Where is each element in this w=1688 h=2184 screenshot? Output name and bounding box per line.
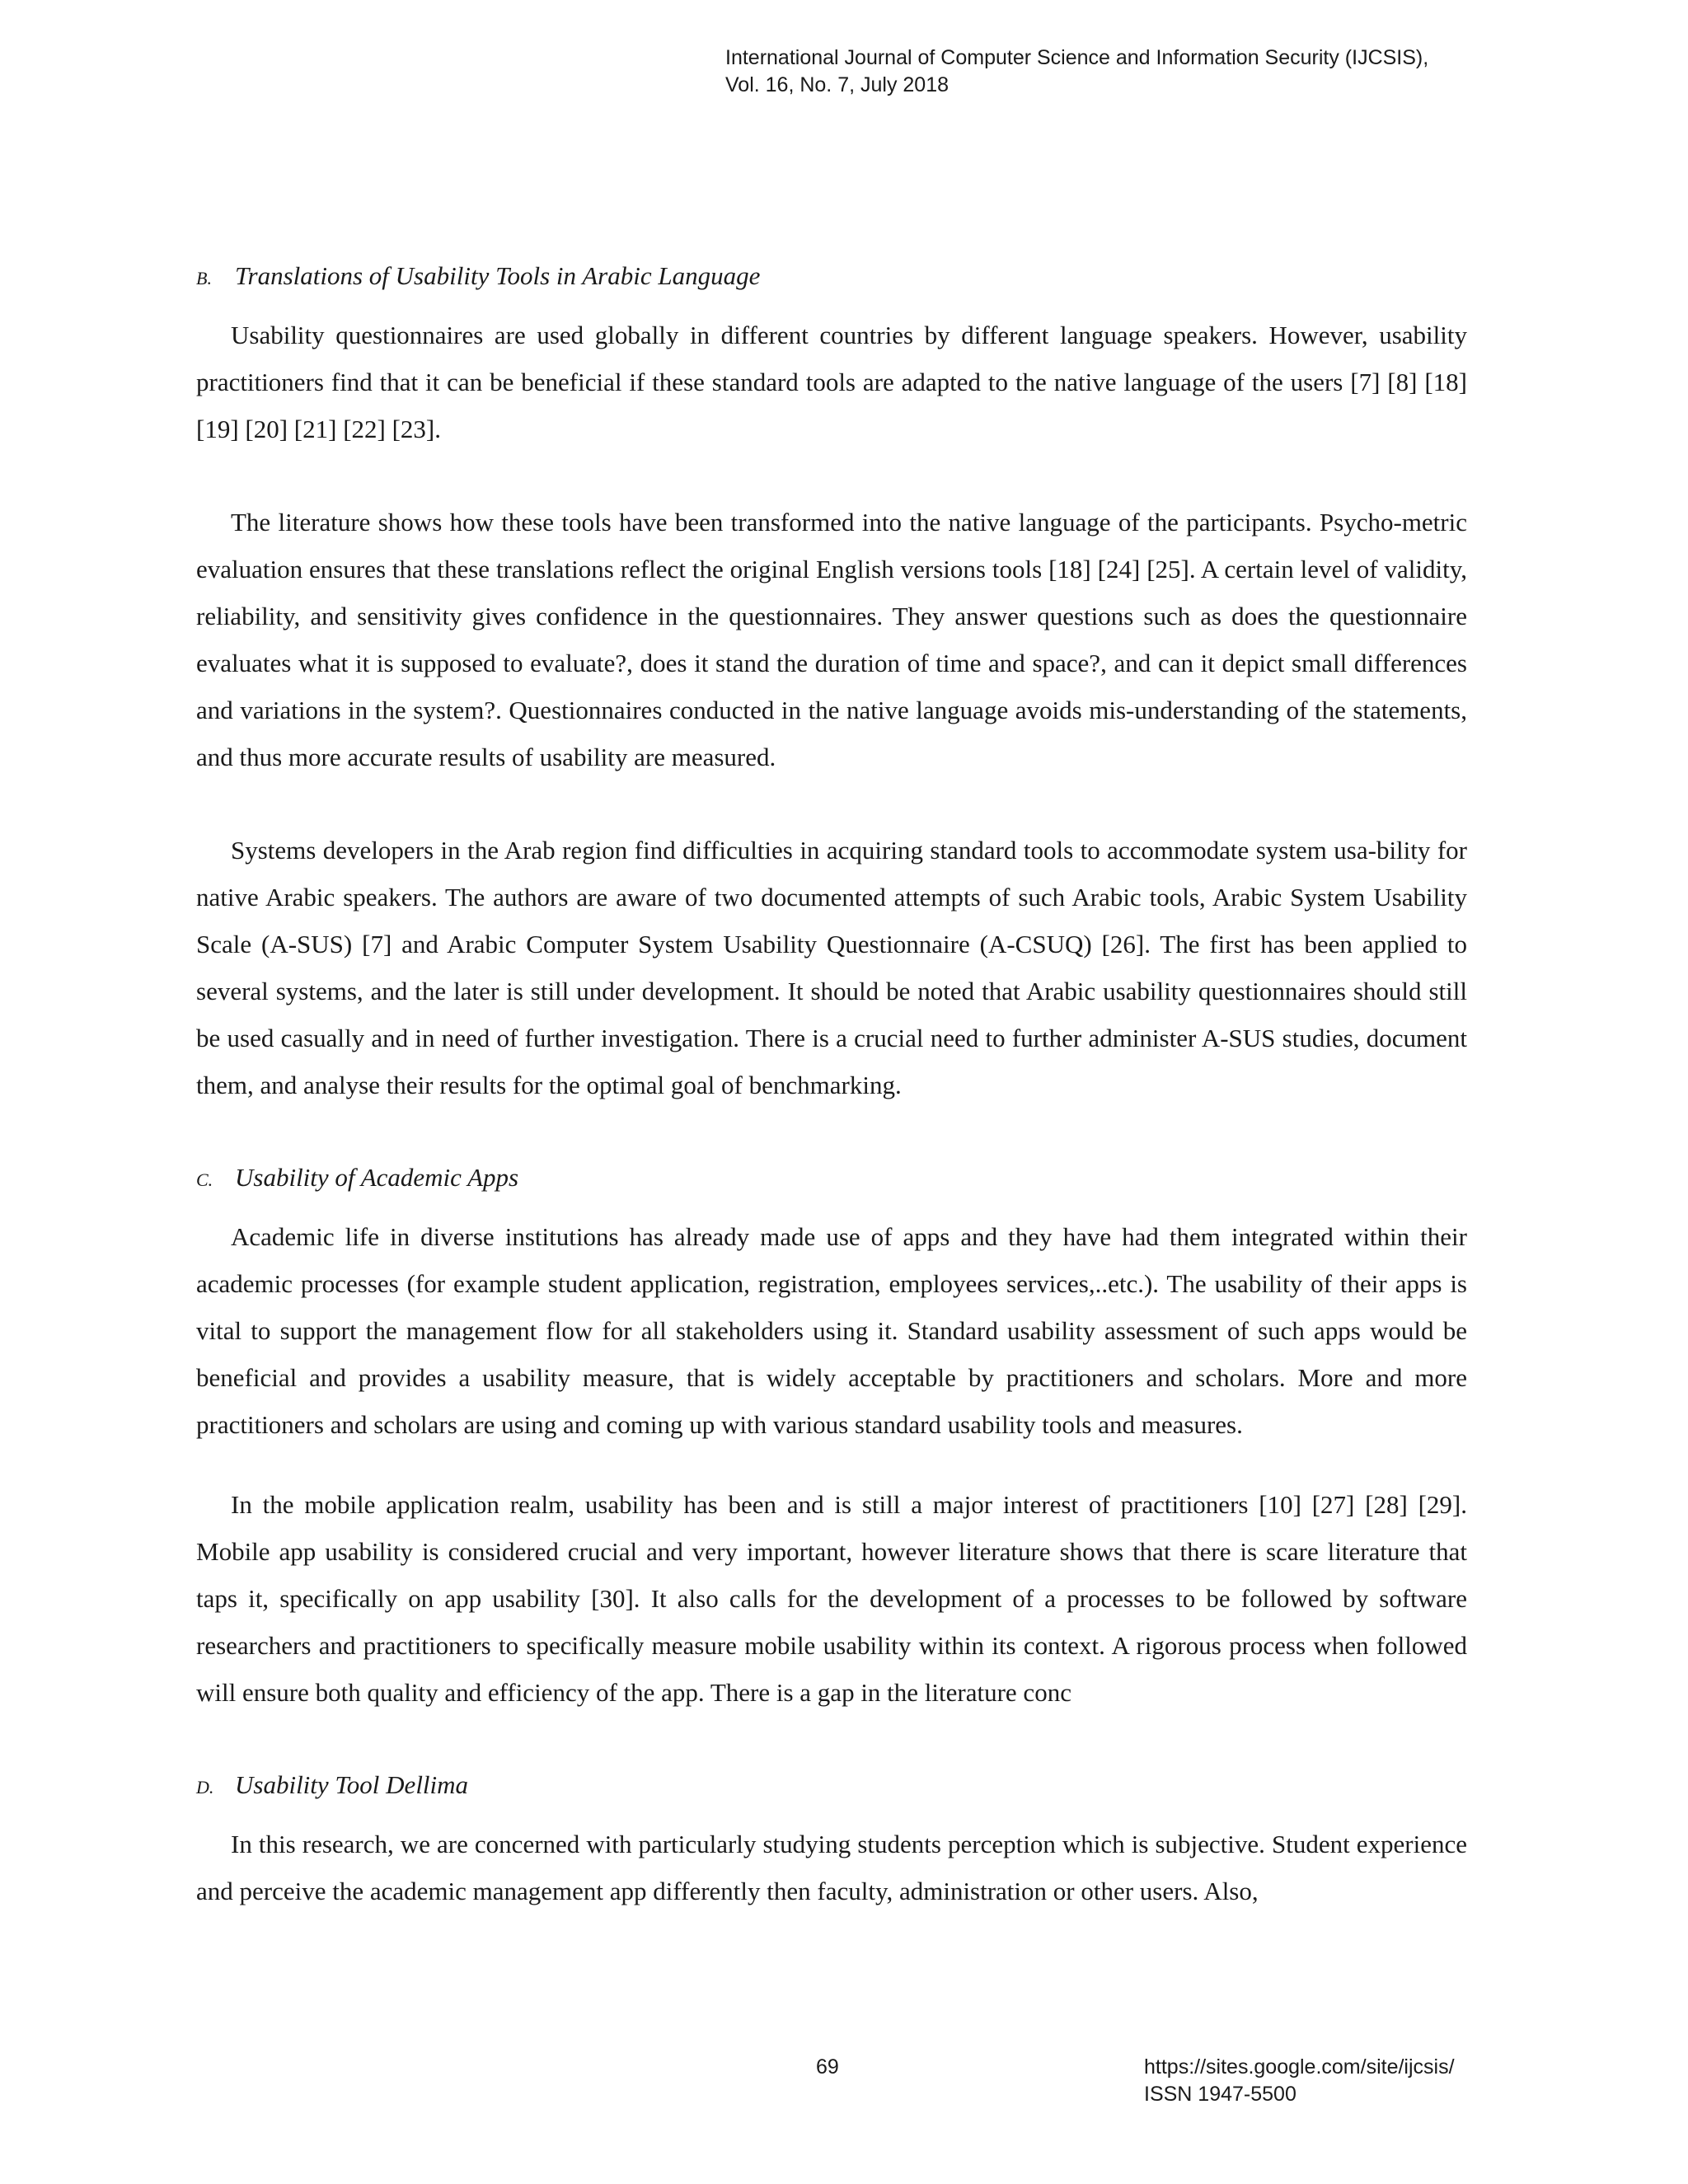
section-title: Usability Tool Dellima [235, 1770, 469, 1799]
journal-footer [1144, 2054, 1540, 2108]
paragraph: In this research, we are concerned with particularly studying students perception which is subjective. Student experience and perceive the academic management app differently then faculty, administration or other users. Also, [196, 1830, 1467, 1905]
body-content [196, 253, 1467, 1915]
journal-title: International Journal of Computer Science and Information Security (IJCSIS), [725, 46, 1429, 69]
journal-url: https://sites.google.com/site/ijcsis/ [1144, 2055, 1455, 2079]
section-title: Translations of Usability Tools in Arabic Language [235, 261, 761, 290]
section-letter: B. [196, 268, 212, 288]
section-letter: D. [196, 1777, 214, 1797]
journal-header [725, 45, 1550, 99]
section-title: Usability of Academic Apps [235, 1163, 519, 1192]
page-number: 69 [816, 2055, 839, 2079]
paragraph: The literature shows how these tools have been transformed into the native language of the participants. Psycho-metric evaluation ensures that these translations reflect the original English versions tools [18] [24] [25]. A certain level of validity, reliability, and sensitivity gives confidence in the questionnaires. They answer questions such as does the questionnaire evaluates what it is supposed to evaluate?, does it stand the duration of time and space?, and can it depict small differences and variations in the system?. Questionnaires conducted in the native language avoids mis-understanding of the statements, and thus more accurate results of usability are measured. [196, 508, 1467, 771]
section-heading-c [196, 1155, 1467, 1203]
paragraph: Academic life in diverse institutions has already made use of apps and they have had them integrated within their academic processes (for example student application, registration, employees services,..etc.). The usability of their apps is vital to support the management flow for all stakeholders using it. Standard usability assessment of such apps would be beneficial and provides a usability measure, that is widely acceptable by practitioners and scholars. More and more practitioners and scholars are using and coming up with various standard usability tools and measures. [196, 1222, 1467, 1439]
section-letter: C. [196, 1169, 213, 1190]
paragraph: Systems developers in the Arab region find difficulties in acquiring standard tools to accommodate system usa-bility for native Arabic speakers. The authors are aware of two documented attempts of such Arabic tools, Arabic System Usability Scale (A-SUS) [7] and Arabic Computer System Usability Questionnaire (A-CSUQ) [26]. The first has been applied to several systems, and the later is still under development. It should be noted that Arabic usability questionnaires should still be used casually and in need of further investigation. There is a crucial need to further administer A-SUS studies, document them, and analyse their results for the optimal goal of benchmarking. [196, 836, 1467, 1099]
journal-issn: ISSN 1947-5500 [1144, 2083, 1296, 2106]
section-heading-d [196, 1762, 1467, 1811]
paragraph: Usability questionnaires are used globally in different countries by different language speakers. However, usability practitioners find that it can be beneficial if these standard tools are adapted to the native language of the users [7] [8] [18] [19] [20] [21] [22] [23]. [196, 321, 1467, 443]
paragraph: In the mobile application realm, usability has been and is still a major interest of practitioners [10] [27] [28] [29]. Mobile app usability is considered crucial and very important, however literature shows that there is scare literature that taps it, specifically on app usability [30]. It also calls for the development of a processes to be followed by software researchers and practitioners to specifically measure mobile usability within its context. A rigorous process when followed will ensure both quality and efficiency of the app. There is a gap in the literature conc [196, 1490, 1467, 1707]
journal-volume: Vol. 16, No. 7, July 2018 [725, 73, 950, 96]
section-heading-b [196, 253, 1467, 302]
